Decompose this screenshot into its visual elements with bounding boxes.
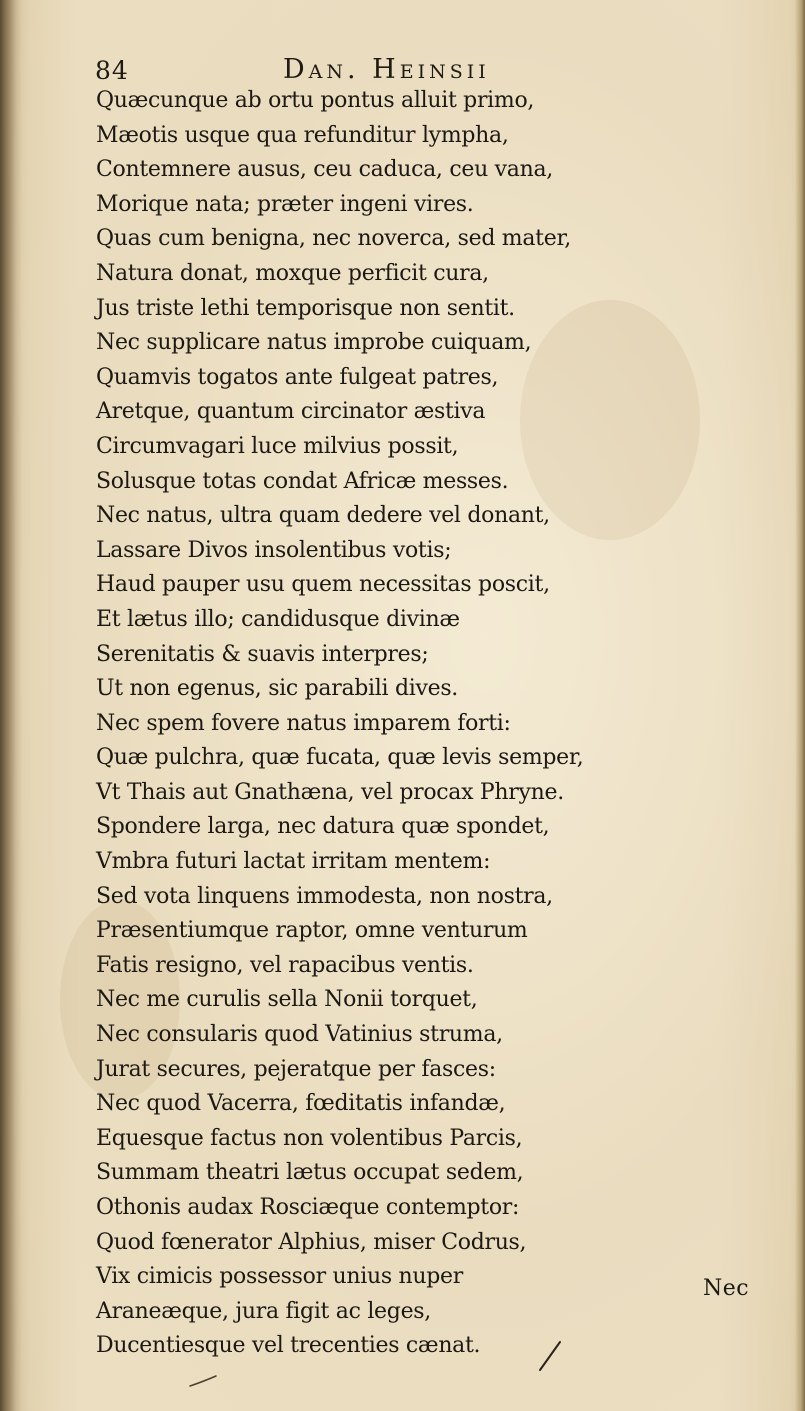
verse-line: Ut non egenus, sic parabili dives. [96, 676, 458, 702]
verse-line: Fatis resigno, vel rapacibus ventis. [96, 952, 474, 978]
verse-line: Quæcunque ab ortu pontus alluit primo, [96, 88, 535, 113]
verse-line: Sed vota linquens immodesta, non nostra, [96, 883, 553, 909]
pen-stroke-mark [536, 1338, 566, 1374]
verse-line: Jus triste lethi temporisque non sentit. [96, 295, 515, 321]
verse-line: Spondere larga, nec datura quæ spondet, [96, 814, 550, 840]
page-number: 84 [95, 56, 129, 85]
verse-line: Quamvis togatos ante fulgeat patres, [96, 364, 499, 390]
verse-line: Nec quod Vacerra, fœditatis infandæ, [96, 1091, 506, 1117]
verse-line: Contemnere ausus, ceu caduca, ceu vana, [96, 157, 553, 183]
verse-line: Equesque factus non volentibus Parcis, [96, 1125, 523, 1151]
verse-line: Aretque, quantum circinator æstiva [96, 399, 486, 425]
running-head: Dan. Heinsii [283, 54, 490, 85]
catchword: Nec [703, 1276, 750, 1301]
verse-line: Nec supplicare natus improbe cuiquam, [96, 330, 532, 356]
verse-line: Circumvagari luce milvius possit, [96, 433, 459, 459]
verse-line: Vmbra futuri lactat irritam mentem: [96, 849, 491, 875]
verse-line: Solusque totas condat Africæ messes. [96, 468, 509, 494]
verse-line: Serenitatis & suavis interpres; [96, 641, 429, 667]
verse-text [96, 84, 656, 1364]
verse-line: Ducentiesque vel trecenties cænat. [96, 1333, 481, 1359]
verse-line: Nec spem fovere natus imparem forti: [96, 710, 511, 736]
verse-line: Præsentiumque raptor, omne venturum [96, 918, 528, 944]
verse-line: Natura donat, moxque perficit cura, [96, 260, 489, 286]
verse-line: Vt Thais aut Gnathæna, vel procax Phryne. [96, 779, 564, 805]
verse-line: Haud pauper usu quem necessitas poscit, [96, 572, 550, 598]
verse-line: Vix cimicis possessor unius nuper [96, 1264, 463, 1290]
verse-line: Mæotis usque qua refunditur lympha, [96, 122, 509, 148]
verse-line: Quod fœnerator Alphius, miser Codrus, [96, 1229, 527, 1255]
verse-line: Quæ pulchra, quæ fucata, quæ levis semper, [96, 745, 584, 771]
verse-line: Araneæque, jura figit ac leges, [96, 1298, 431, 1324]
verse-line: Quas cum benigna, nec noverca, sed mater, [96, 226, 571, 252]
verse-line: Jurat secures, pejeratque per fasces: [96, 1056, 496, 1082]
verse-line: Nec me curulis sella Nonii torquet, [96, 987, 478, 1013]
pen-stroke-mark [186, 1372, 226, 1392]
verse-line: Morique nata; præter ingeni vires. [96, 191, 474, 217]
verse-line: Lassare Divos insolentibus votis; [96, 537, 452, 563]
verse-line: Nec consularis quod Vatinius struma, [96, 1022, 503, 1048]
verse-line: Summam theatri lætus occupat sedem, [96, 1160, 524, 1186]
verse-line: Nec natus, ultra quam dedere vel donant, [96, 503, 550, 529]
page-edge [795, 0, 805, 1411]
verse-line: Othonis audax Rosciæque contemptor: [96, 1195, 520, 1220]
verse-line: Et lætus illo; candidusque divinæ [96, 606, 460, 632]
binding-gutter [0, 0, 22, 1411]
